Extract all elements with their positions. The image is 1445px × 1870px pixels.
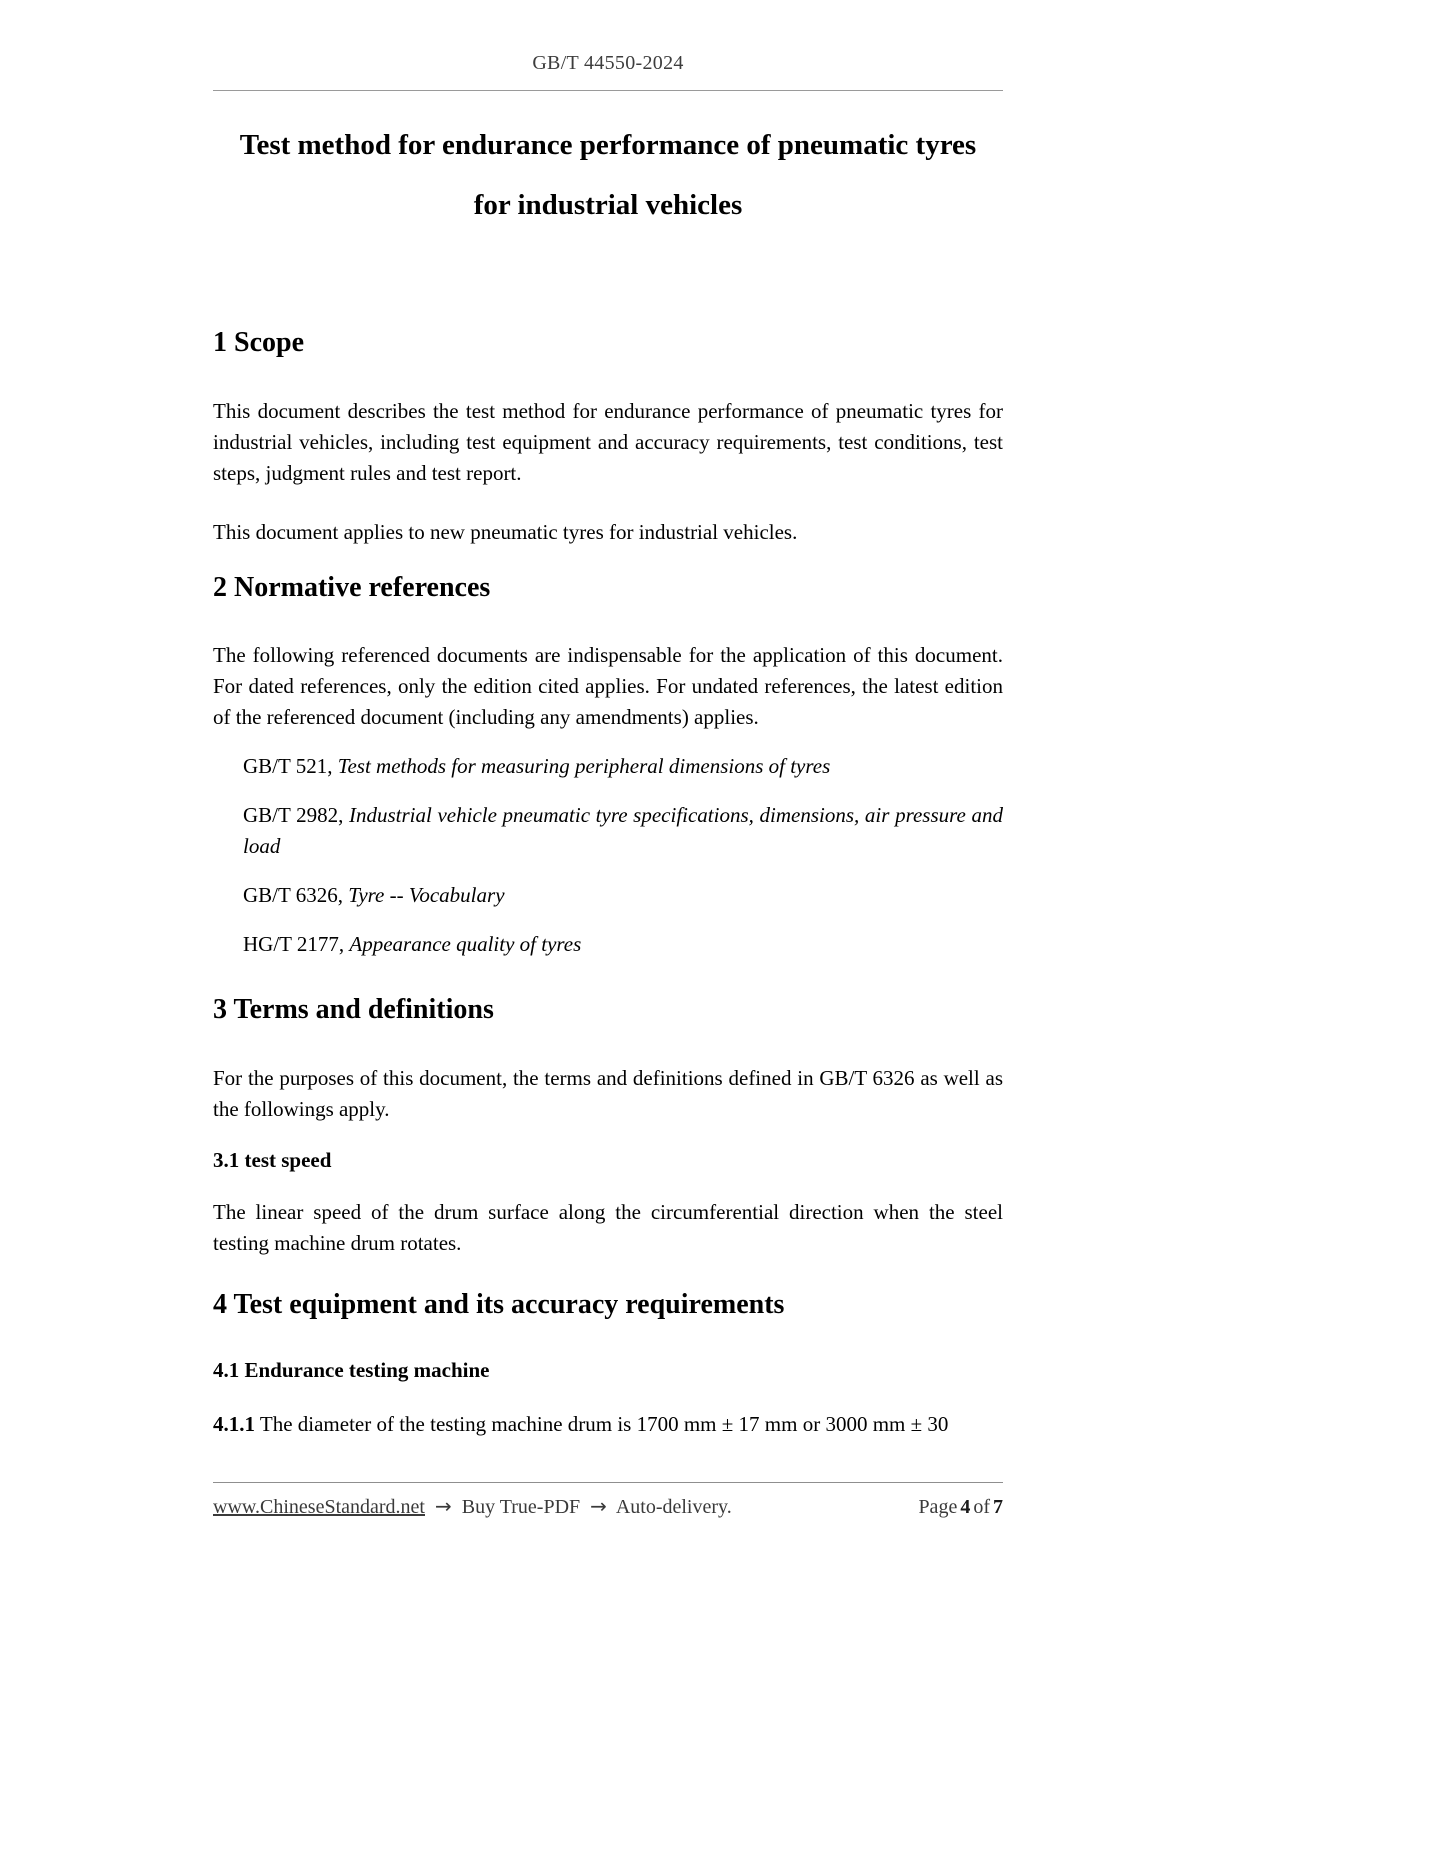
title-line-2: for industrial vehicles [473, 189, 743, 221]
section-heading-scope: 1 Scope [213, 327, 304, 358]
page-content [213, 0, 1003, 1519]
section-heading-terms-definitions: 3 Terms and definitions [213, 994, 494, 1025]
clause-4-1-1 [213, 1409, 1003, 1440]
total-page-number: 7 [993, 1496, 1003, 1518]
title-line-1: Test method for endurance performance of pneumatic tyres [239, 129, 977, 161]
clause-text: The diameter of the testing machine drum is 1700 mm ± 17 mm or 3000 mm ± 30 [259, 1412, 949, 1436]
doc-number: GB/T 44550-2024 [532, 52, 684, 74]
reference-title: Industrial vehicle pneumatic tyre specifications, dimensions, air pressure and load [243, 803, 1003, 858]
reference-title: Tyre -- Vocabulary [348, 883, 505, 907]
reference-code: GB/T 2982, [243, 803, 344, 827]
subsection-heading-test-speed: 3.1 test speed [213, 1148, 332, 1172]
reference-title: Test methods for measuring peripheral dimensions of tyres [337, 754, 831, 778]
reference-item-gbt6326 [243, 880, 1003, 911]
reference-code: GB/T 6326, [243, 883, 343, 907]
footer-row [213, 1483, 1003, 1519]
normative-paragraph-1: The following referenced documents are indispensable for the application of this document. For dated references, only the edition cited applies. For undated references, the latest edition of the referenced document (including any amendments) applies. [213, 643, 1003, 729]
of-label: of [973, 1496, 990, 1518]
section-heading-test-equipment: 4 Test equipment and its accuracy requirements [213, 1289, 785, 1320]
reference-item-gbt2982 [243, 800, 1003, 862]
arrow-right-icon: → [590, 1494, 607, 1518]
header-divider [213, 90, 1003, 91]
scope-paragraph-1: This document describes the test method for endurance performance of pneumatic tyres for industrial vehicles, including test equipment and accuracy requirements, test conditions, test steps, judgment rules and test report. [213, 399, 1003, 485]
current-page-number: 4 [960, 1496, 971, 1518]
page-indicator [915, 1496, 1003, 1519]
scope-paragraph-2: This document applies to new pneumatic tyres for industrial vehicles. [213, 520, 798, 544]
reference-item-hgt2177 [243, 929, 1003, 960]
section-heading-normative-references: 2 Normative references [213, 572, 491, 603]
subsection-heading-endurance-testing-machine: 4.1 Endurance testing machine [213, 1358, 490, 1382]
reference-code: GB/T 521, [243, 754, 333, 778]
arrow-right-icon: → [435, 1494, 452, 1518]
reference-item-gbt521 [243, 751, 1003, 782]
page-footer [213, 1482, 1003, 1519]
document-title [213, 131, 1003, 220]
reference-title: Appearance quality of tyres [349, 932, 582, 956]
auto-delivery-label: Auto-delivery. [615, 1496, 732, 1518]
buy-true-pdf-label: Buy True-PDF [461, 1496, 581, 1518]
footer-source [213, 1494, 737, 1519]
reference-code: HG/T 2177, [243, 932, 345, 956]
chinesestandard-link[interactable]: www.ChineseStandard.net [213, 1496, 425, 1518]
test-speed-definition: The linear speed of the drum surface along the circumferential direction when the steel testing machine drum rotates. [213, 1200, 1003, 1255]
page-label: Page [918, 1496, 958, 1518]
terms-paragraph-1: For the purposes of this document, the terms and definitions defined in GB/T 6326 as well as the followings apply. [213, 1066, 1003, 1121]
clause-number: 4.1.1 [213, 1412, 255, 1436]
